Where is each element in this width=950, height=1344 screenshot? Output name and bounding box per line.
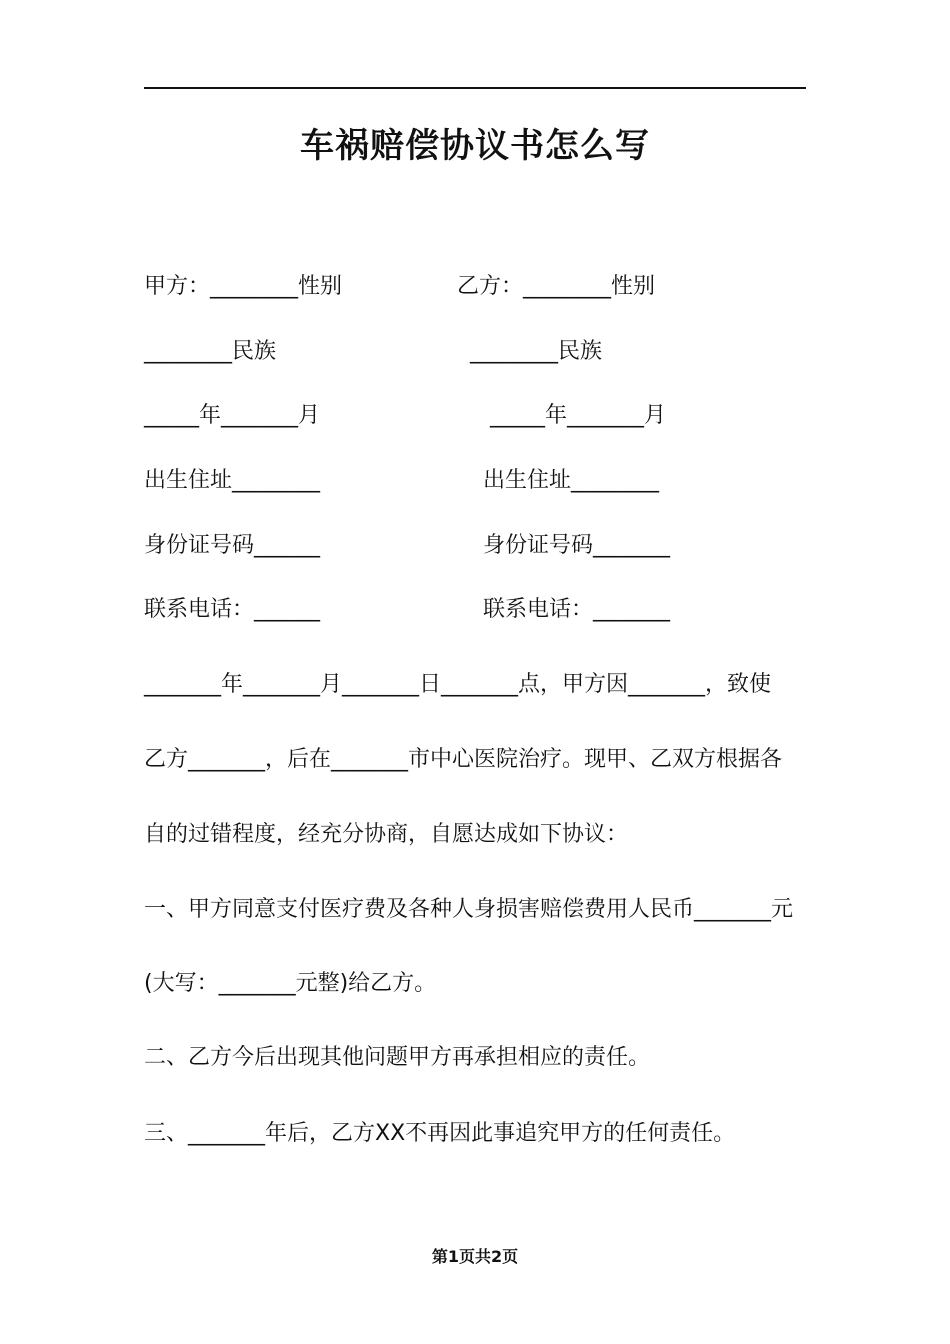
header-divider: [144, 87, 806, 89]
party-a-address-line: 出生住址________: [144, 468, 321, 493]
party-a-birth-line: _____年_______月: [144, 403, 321, 428]
party-a-id-line: 身份证号码______: [144, 533, 321, 558]
party-a-ethnicity-line: ________民族: [144, 339, 277, 364]
party-b-name-line: 乙方：________性别: [457, 274, 656, 299]
party-b-address-line: 出生住址________: [483, 468, 660, 493]
body-line-3: 自的过错程度，经充分协商，自愿达成如下协议：: [144, 822, 629, 847]
clause-3: 三、_______年后，乙方XX不再因此事追究甲方的任何责任。: [144, 1121, 736, 1146]
body-line-2: 乙方_______，后在_______市中心医院治疗。现甲、乙双方根据各: [144, 747, 783, 772]
clause-1-line-2: (大写：_______元整)给乙方。: [144, 971, 437, 996]
party-a-phone-line: 联系电话：______: [144, 597, 321, 622]
party-b-birth-line: _____年_______月: [490, 403, 667, 428]
body-line-1: _______年_______月_______日_______点，甲方因_______，致使: [144, 672, 772, 697]
document-title: 车祸赔偿协议书怎么写: [300, 126, 650, 166]
clause-2: 二、乙方今后出现其他问题甲方再承担相应的责任。: [144, 1045, 651, 1070]
page-number-footer: 第1页共2页: [431, 1247, 519, 1266]
party-b-id-line: 身份证号码_______: [483, 533, 671, 558]
party-b-phone-line: 联系电话：_______: [483, 597, 671, 622]
clause-1-line-1: 一、甲方同意支付医疗费及各种人身损害赔偿费用人民币_______元: [144, 897, 794, 922]
party-a-name-line: 甲方：________性别: [144, 274, 343, 299]
party-b-ethnicity-line: ________民族: [470, 339, 603, 364]
